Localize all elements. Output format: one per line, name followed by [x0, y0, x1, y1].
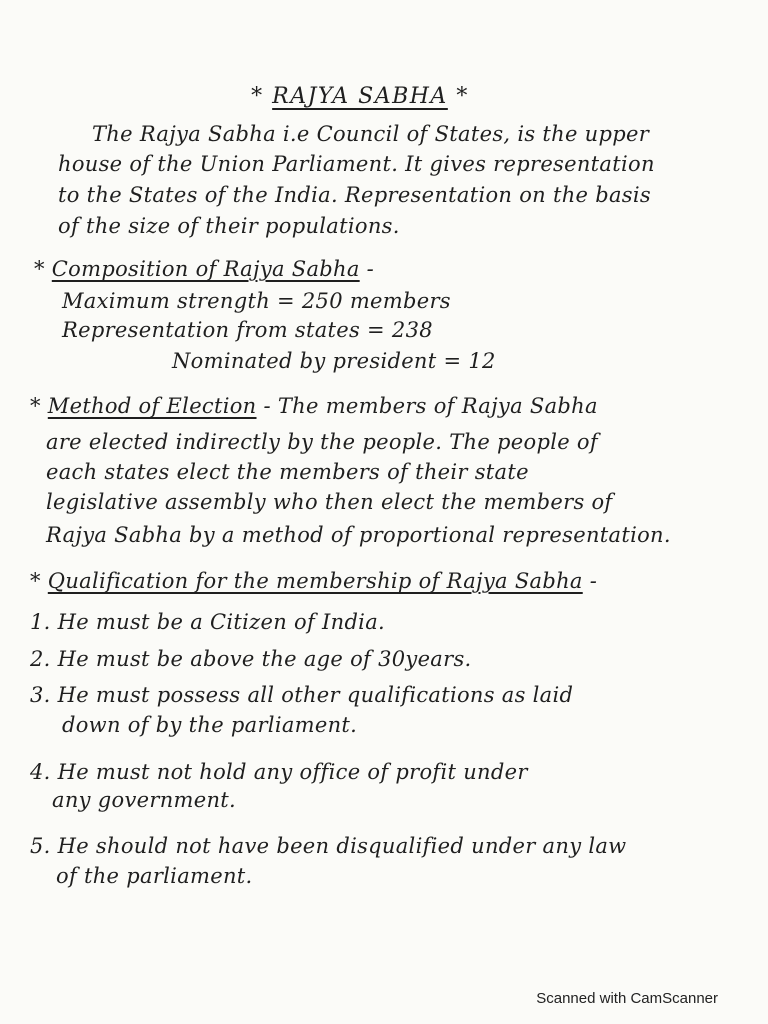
composition-from-states: Representation from states = 238	[62, 318, 433, 342]
election-line: are elected indirectly by the people. The people of	[46, 430, 598, 454]
bullet-star: *	[30, 569, 41, 593]
qualification-item: 1. He must be a Citizen of India.	[30, 610, 385, 634]
qualification-item-cont: down of by the parliament.	[62, 713, 358, 737]
election-lead: - The members of Rajya Sabha	[263, 394, 598, 418]
election-heading: Method of Election	[47, 394, 257, 418]
scanner-watermark: Scanned with CamScanner	[536, 990, 718, 1007]
composition-heading-row	[34, 255, 374, 283]
composition-heading: Composition of Rajya Sabha	[51, 257, 360, 281]
election-heading-row	[30, 392, 598, 420]
election-line: Rajya Sabha by a method of proportional representation.	[46, 523, 671, 547]
qualification-item: 5. He should not have been disqualified under any law	[30, 834, 627, 858]
heading-dash: -	[589, 569, 598, 593]
intro-line: of the size of their populations.	[58, 214, 400, 238]
intro-line: house of the Union Parliament. It gives representation	[58, 152, 655, 176]
intro-line: The Rajya Sabha i.e Council of States, is the upper	[92, 122, 650, 146]
composition-max-strength: Maximum strength = 250 members	[62, 289, 451, 313]
election-line: legislative assembly who then elect the members of	[46, 490, 613, 514]
bullet-star: *	[30, 394, 41, 418]
election-line: each states elect the members of their state	[46, 460, 529, 484]
qualification-heading-row	[30, 567, 597, 595]
title-text: RAJYA SABHA	[272, 84, 448, 109]
qualification-heading: Qualification for the membership of Rajya Sabha	[47, 569, 583, 593]
title-star-right: *	[456, 84, 469, 109]
qualification-item-cont: of the parliament.	[56, 864, 253, 888]
qualification-item: 3. He must possess all other qualifications as laid	[30, 683, 574, 707]
qualification-item-cont: any government.	[52, 788, 237, 812]
qualification-item: 4. He must not hold any office of profit under	[30, 760, 528, 784]
page-title	[0, 84, 720, 109]
qualification-item: 2. He must be above the age of 30years.	[30, 647, 472, 671]
bullet-star: *	[34, 257, 45, 281]
heading-dash: -	[366, 257, 375, 281]
intro-line: to the States of the India. Representation on the basis	[58, 183, 651, 207]
title-star-left: *	[251, 84, 264, 109]
composition-nominated: Nominated by president = 12	[172, 349, 496, 373]
